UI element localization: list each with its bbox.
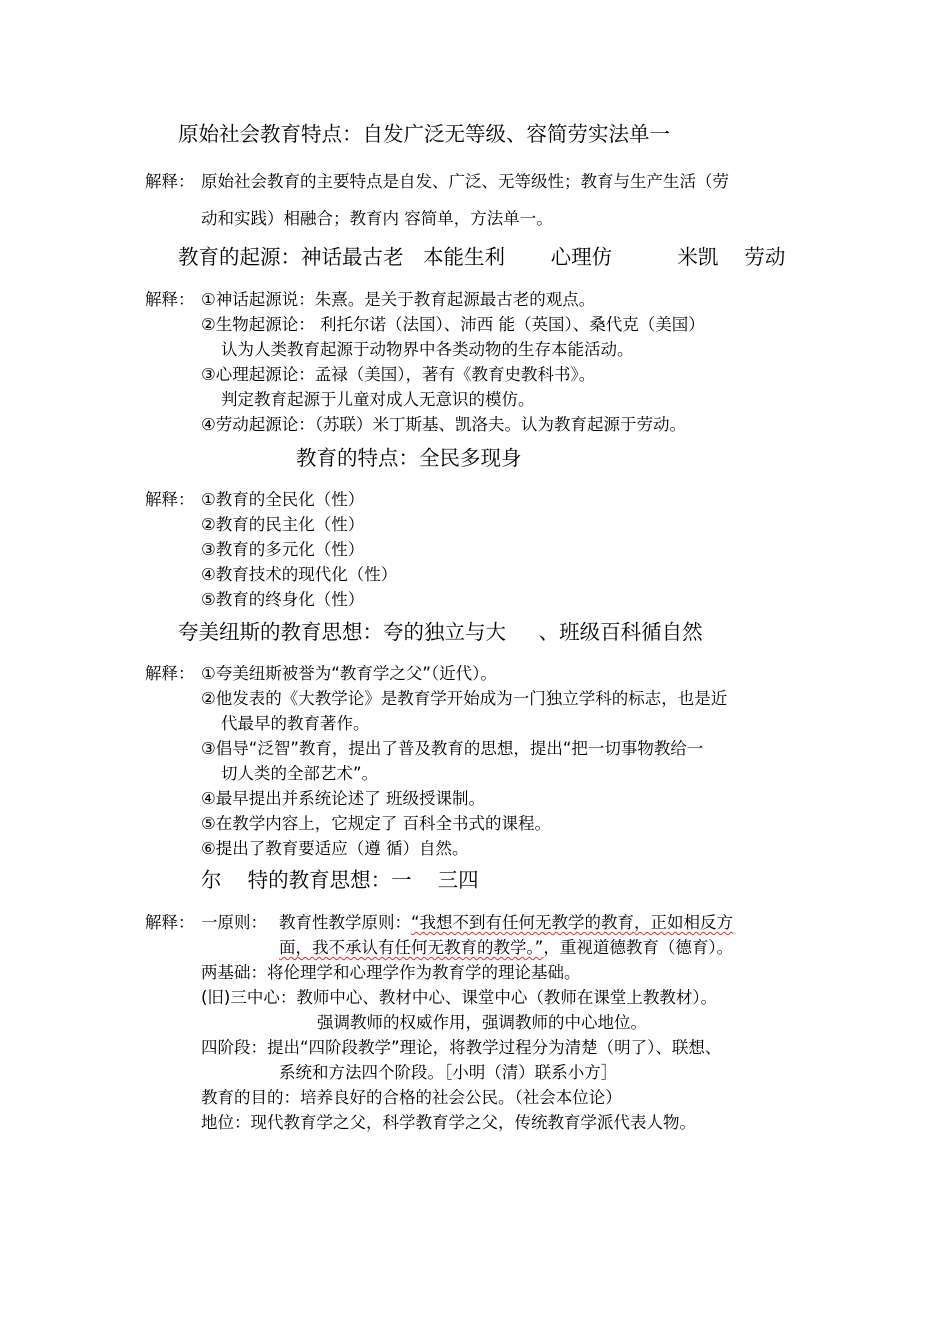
principle-label: 一原则： — [201, 913, 267, 932]
text-line: ④最早提出并系统论述了 班级授课制。 — [201, 789, 486, 808]
principle-line — [279, 913, 733, 933]
text-line: 系统和方法四个阶段。［小明（清）联系小方］ — [279, 1063, 618, 1082]
principle-quote: 面，我不承认有任何无教育的教学。” — [279, 938, 544, 957]
text-line: 切人类的全部艺术”。 — [221, 764, 379, 783]
heading-comenius: 夸美纽斯的教育思想：夸的独立与大 、班级百科循自然 — [178, 620, 703, 644]
explanation-label: 解释： — [145, 913, 195, 932]
list-item: ③教育的多元化（性） — [201, 540, 365, 559]
text-line: ⑥提出了教育要适应（遵 循）自然。 — [201, 839, 469, 858]
explanation-label: 解释： — [145, 490, 195, 509]
heading-origin-of-education: 教育的起源：神话最古老 本能生利 心理仿 米凯 劳动 — [178, 245, 786, 269]
text-line: ③倡导“泛智”教育，提出了普及教育的思想，提出“把一切事物教给一 — [201, 739, 704, 758]
heading-primitive-education: 原始社会教育特点：自发广泛无等级、容简劳实法单一 — [178, 122, 670, 146]
text-line: (旧)三中心：教师中心、教材中心、课堂中心（教师在课堂上教教材）。 — [201, 988, 718, 1007]
list-item: ④教育技术的现代化（性） — [201, 565, 398, 584]
text-line: ⑤在教学内容上，它规定了 百科全书式的课程。 — [201, 814, 552, 833]
list-item: ⑤教育的终身化（性） — [201, 590, 365, 609]
text-line: ④劳动起源论：（苏联）米丁斯基、凯洛夫。认为教育起源于劳动。 — [201, 415, 687, 434]
list-item: ①教育的全民化（性） — [201, 490, 365, 509]
explanation-label: 解释： — [145, 290, 195, 309]
principle-text: ，重视道德教育（德育）。 — [543, 938, 734, 957]
heading-herbart: 尔 特的教育思想：一 三四 — [201, 868, 479, 892]
text-line: 四阶段：提出“四阶段教学”理论，将教学过程分为清楚（明了）、联想、 — [201, 1038, 722, 1057]
explanation-label: 解释： — [145, 172, 195, 191]
principle-line — [279, 938, 733, 958]
text-line: 强调教师的权威作用，强调教师的中心地位。 — [317, 1013, 647, 1032]
text-line: 代最早的教育著作。 — [221, 714, 370, 733]
text-line: ②生物起源论： 利托尔诺（法国）、沛西 能（英国）、桑代克（美国） — [201, 315, 705, 334]
explanation-label: 解释： — [145, 664, 195, 683]
text-line: 地位：现代教育学之父，科学教育学之父，传统教育学派代表人物。 — [201, 1113, 696, 1132]
text-line: ①神话起源说：朱熹。是关于教育起源最古老的观点。 — [201, 290, 596, 309]
heading-features-of-education: 教育的特点：全民多现身 — [296, 446, 522, 470]
text-line: 动和实践）相融合；教育内 容简单，方法单一。 — [201, 209, 553, 228]
text-line: 两基础：将伦理学和心理学作为教育学的理论基础。 — [201, 963, 581, 982]
text-line: 教育的目的：培养良好的合格的社会公民。（社会本位论） — [201, 1088, 622, 1107]
principle-text: 教育性教学原则： — [279, 913, 411, 932]
text-line: 认为人类教育起源于动物界中各类动物的生存本能活动。 — [221, 340, 634, 359]
text-line: ③心理起源论：孟禄（美国），著有《教育史教科书》。 — [201, 365, 596, 384]
text-line: 判定教育起源于儿童对成人无意识的模仿。 — [221, 390, 535, 409]
principle-quote: “我想不到有任何无教学的教育，正如相反方 — [411, 913, 734, 932]
list-item: ②教育的民主化（性） — [201, 515, 365, 534]
text-line: ①夸美纽斯被誉为“教育学之父”（近代）。 — [201, 664, 497, 683]
text-line: ②他发表的《大教学论》是教育学开始成为一门独立学科的标志，也是近 — [201, 689, 728, 708]
text-line: 原始社会教育的主要特点是自发、广泛、无等级性；教育与生产生活（劳 — [201, 172, 729, 191]
